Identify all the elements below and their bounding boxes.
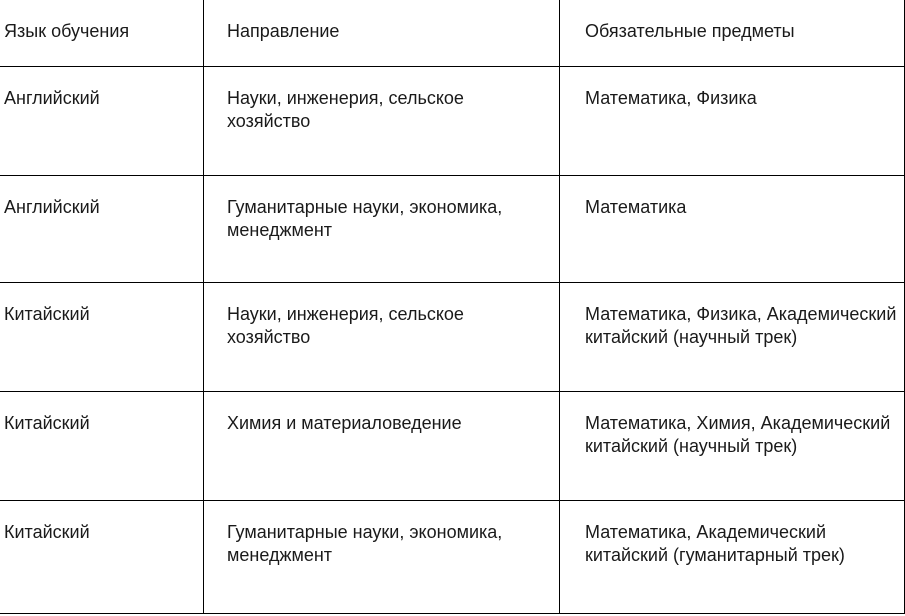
table-row bbox=[0, 501, 905, 614]
table-cell-subjects bbox=[560, 67, 905, 176]
cell-text: Математика, Физика bbox=[585, 88, 757, 108]
table-cell-subjects bbox=[560, 176, 905, 283]
table-cell-language bbox=[0, 67, 204, 176]
table-cell-subjects bbox=[560, 392, 905, 501]
table-cell-language bbox=[0, 501, 204, 614]
header-label: Направление bbox=[227, 21, 340, 41]
cell-text: Химия и материаловедение bbox=[227, 413, 462, 433]
cell-text: Китайский bbox=[4, 304, 90, 324]
cell-text: Английский bbox=[4, 88, 100, 108]
cell-text: Науки, инженерия, сельское хозяйство bbox=[227, 304, 464, 347]
cell-text: Китайский bbox=[4, 413, 90, 433]
cell-text: Гуманитарные науки, экономика, менеджмент bbox=[227, 197, 503, 240]
table-row bbox=[0, 67, 905, 176]
cell-text: Науки, инженерия, сельское хозяйство bbox=[227, 88, 464, 131]
cell-text: Математика, Химия, Академический китайский (научный трек) bbox=[585, 413, 891, 456]
table-row bbox=[0, 283, 905, 392]
table-cell-language bbox=[0, 392, 204, 501]
header-cell-direction bbox=[204, 0, 560, 67]
table-cell-subjects bbox=[560, 283, 905, 392]
table-cell-direction bbox=[204, 392, 560, 501]
cell-text: Гуманитарные науки, экономика, менеджмент bbox=[227, 522, 503, 565]
table-cell-language bbox=[0, 283, 204, 392]
table-cell-direction bbox=[204, 67, 560, 176]
table-cell-subjects bbox=[560, 501, 905, 614]
table-cell-direction bbox=[204, 176, 560, 283]
table-cell-direction bbox=[204, 501, 560, 614]
header-label: Язык обучения bbox=[4, 21, 130, 41]
header-cell-subjects bbox=[560, 0, 905, 67]
cell-text: Английский bbox=[4, 197, 100, 217]
table-header-row bbox=[0, 0, 905, 67]
table-row bbox=[0, 176, 905, 283]
cell-text: Математика bbox=[585, 197, 687, 217]
cell-text: Математика, Физика, Академический китайский (научный трек) bbox=[585, 304, 897, 347]
header-cell-language bbox=[0, 0, 204, 67]
cell-text: Математика, Академический китайский (гуманитарный трек) bbox=[585, 522, 845, 565]
table-cell-language bbox=[0, 176, 204, 283]
table-row bbox=[0, 392, 905, 501]
header-label: Обязательные предметы bbox=[585, 21, 795, 41]
cell-text: Китайский bbox=[4, 522, 90, 542]
table-cell-direction bbox=[204, 283, 560, 392]
